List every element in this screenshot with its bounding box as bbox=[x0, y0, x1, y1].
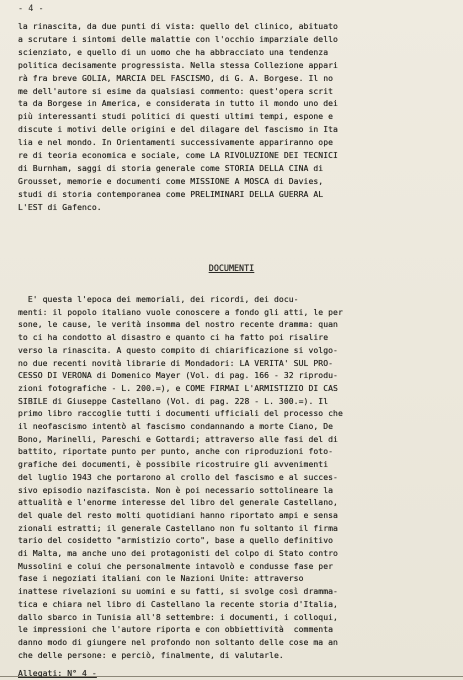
text-line: lia e nel mondo. In Orientamenti successivamente appariranno ope bbox=[18, 137, 334, 148]
text-line: ta da Borgese in America, e considerata in tutto il mondo uno dei bbox=[18, 98, 338, 109]
text-line: studi di storia contemporanea come PRELIMINARI DELLA GUERRA AL bbox=[18, 188, 324, 199]
text-line: attualità e l'enorme interesse del libro del generale Castellano, bbox=[18, 497, 338, 508]
text-line: primo libro raccoglie tutti i documenti ufficiali del processo che bbox=[18, 408, 343, 419]
text-line: re di teoria economica e sociale, come LA RIVOLUZIONE DEI TECNICI bbox=[18, 150, 338, 160]
text-line: il neofascismo intentò al fascismo condannando a morte Ciano, De bbox=[18, 421, 334, 431]
text-line: le impressioni che l'autore riporta e con obbiettività commenta bbox=[18, 624, 334, 635]
text-line: me dell'autore si esime da qualsiasi commento: quest'opera scrit bbox=[18, 85, 334, 96]
text-line: sivo episodio nazifascista. Non è poi necessario sottolineare la bbox=[18, 484, 334, 495]
text-line: L'EST di Gafenco. bbox=[18, 201, 102, 212]
section-heading: DOCUMENTI bbox=[208, 263, 255, 273]
text-line: danno modo di giungere nel profondo non soltanto delle cose ma an bbox=[18, 636, 338, 647]
text-line: fase i negoziati italiani con le Nazioni Unite: attraverso bbox=[18, 573, 304, 584]
text-line: Grousset, memorie e documenti come MISSIONE A MOSCA di Davies, bbox=[18, 175, 324, 186]
text-line: E' questa l'epoca dei memoriali, dei ricordi, dei docu- bbox=[18, 294, 299, 304]
text-line: menti: il popolo italiano vuole conoscere a fondo gli atti, le per bbox=[18, 306, 343, 317]
text-line: che delle persone: e perciò, finalmente, di valutarle. bbox=[18, 649, 284, 660]
text-line: no due recenti novità librarie di Mondadori: LA VERITA' SUL PRO- bbox=[18, 357, 334, 368]
text-line: politica decisamente progressista. Nella stessa Collezione appari bbox=[18, 59, 338, 70]
text-line: la rinascita, da due punti di vista: quello del clinico, abituato bbox=[18, 21, 338, 31]
text-line: del luglio 1943 che portarono al crollo del fascismo e al succes- bbox=[18, 471, 338, 482]
text-line: CESSO DI VERONA di Domenico Mayer (Vol. di pag. 166 - 32 riprodu- bbox=[18, 370, 338, 381]
page-number: - 4 - bbox=[18, 4, 44, 14]
text-line: sone, le cause, le verità insomma del nostro recente dramma: quan bbox=[18, 319, 338, 330]
text-line: tica e chiara nel libro di Castellano la recente storia d'Italia, bbox=[18, 598, 338, 609]
text-line: zionali estratti; il generale Castellano non fu soltanto il firma bbox=[18, 522, 338, 533]
text-line: di Burnham, saggi di storia generale come STORIA DELLA CINA di bbox=[18, 162, 324, 173]
text-line: tario del cosidetto "armistizio corto", base a quello definitivo bbox=[18, 535, 334, 546]
text-line: Bono, Marinelli, Pareschi e Gottardi; attraverso alle fasi del di bbox=[18, 433, 338, 444]
text-line: rà fra breve GOLIA, MARCIA DEL FASCISMO, di G. A. Borgese. Il no bbox=[18, 72, 334, 83]
text-line: zioni fotografiche - L. 200.=), e COME FIRMAI L'ARMISTIZIO DI CAS bbox=[18, 382, 338, 393]
text-line: grafiche dei documenti, è possibile ricostruire gli avvenimenti bbox=[18, 459, 329, 470]
text-line: dallo sbarco in Tunisia all'8 settembre: i documenti, i colloqui, bbox=[18, 611, 338, 622]
text-line: inattese rivelazioni su uomini e su fatti, si svolge così dramma- bbox=[18, 586, 338, 597]
text-line: verso la rinascita. A questo compito di chiarificazione si volgo- bbox=[18, 344, 338, 355]
text-line: più interessanti studi politici di questi ultimi tempi, espone e bbox=[18, 111, 334, 122]
attachments-label: Allegati: N° 4 - bbox=[18, 668, 97, 679]
text-line: SIBILE di Giuseppe Castellano (Vol. di pag. 228 - L. 300.=). Il bbox=[18, 395, 329, 406]
text-line: to ci ha condotto al disastro e quanto ci ha fatto poi risalire bbox=[18, 332, 329, 343]
text-line: discute i motivi delle origini e del dilagare del fascismo in Ita bbox=[18, 124, 338, 135]
text-line: Mussolini e colui che personalmente intavolò e condusse fase per bbox=[18, 560, 334, 571]
text-line: del quale del resto molti quotidiani hanno riportato ampi e sensa bbox=[18, 509, 338, 520]
text-line: scienziato, e quello di un uomo che ha abbracciato una tendenza bbox=[18, 46, 329, 57]
text-line: a scrutare i sintomi delle malattie con l'occhio imparziale dello bbox=[18, 33, 338, 44]
text-line: di Malta, ma anche uno dei protagonisti del colpo di Stato contro bbox=[18, 548, 338, 558]
text-line: battito, riportate punto per punto, anche con riproduzioni foto- bbox=[18, 446, 334, 457]
